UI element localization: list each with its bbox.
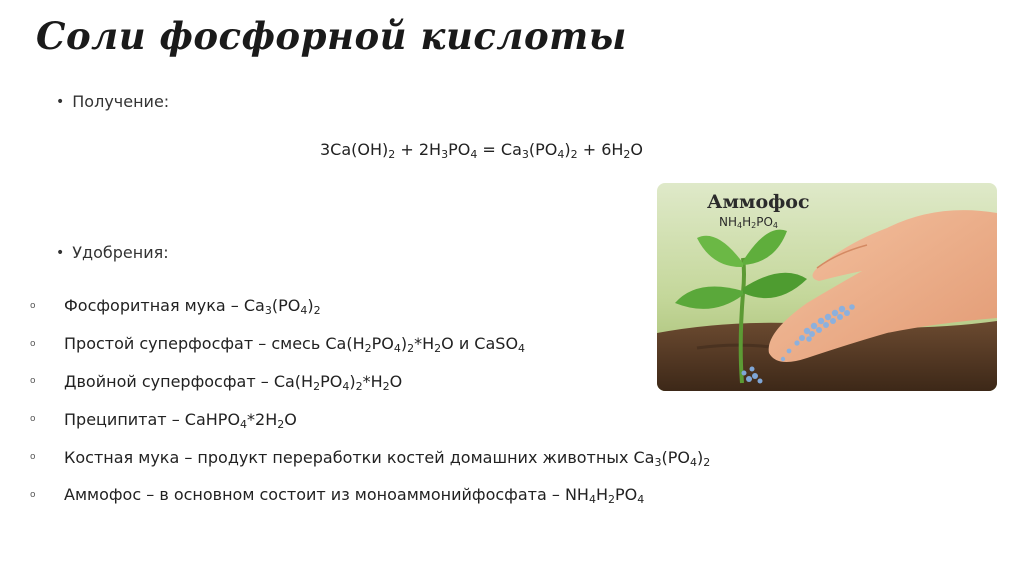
section-obtaining [56,92,169,111]
list-item-text: Костная мука – продукт переработки костей домашних животных $Ca_3(PO_4)_2$ [64,447,711,469]
section-fertilizers [56,243,169,262]
list-item-text: Аммофос – в основном состоит из моноаммонийфосфата – $NH_4H_2PO_4$ [64,485,645,507]
photo-title: Аммофос [707,191,810,213]
list-item [30,325,710,363]
fertilizer-list [30,287,710,514]
list-marker-icon: o [30,300,36,311]
list-item-text: Фосфоритная мука – $Ca_3(PO_4)_2$ [64,296,321,318]
list-item [30,363,710,401]
bullet-dot: • [56,93,65,110]
list-marker-icon: o [30,376,36,387]
list-item [30,438,710,476]
list-item-text: Простой суперфосфат – смесь $Ca(H_2PO_4)_2*H_2O$ и CaSO$_4$ [64,334,526,356]
list-marker-icon: o [30,452,36,463]
list-item [30,400,710,438]
list-item-text: Преципитат – $CaHPO_4*2H_2O$ [64,409,297,431]
list-marker-icon: o [30,414,36,425]
reaction-equation: $3Ca(OH)_2 + 2H_3PO_4 = Ca_3(PO_4)_2 + 6H_2O$ [320,140,643,161]
slide-title: Соли фосфорной кислоты [36,14,627,58]
list-item-text: Двойной суперфосфат – $Ca(H_2PO_4)_2*H_2O$ [64,371,403,393]
ammophos-photo [657,183,997,391]
list-marker-icon: o [30,338,36,349]
list-marker-icon: o [30,489,36,500]
bullet-dot: • [56,244,65,261]
list-item [30,476,710,514]
list-item [30,287,710,325]
section-obtaining-label: Получение: [72,92,170,111]
section-fertilizers-label: Удобрения: [72,243,169,262]
photo-formula: $NH_4H_2PO_4$ [719,215,778,230]
plant-hand-illustration [657,183,997,391]
